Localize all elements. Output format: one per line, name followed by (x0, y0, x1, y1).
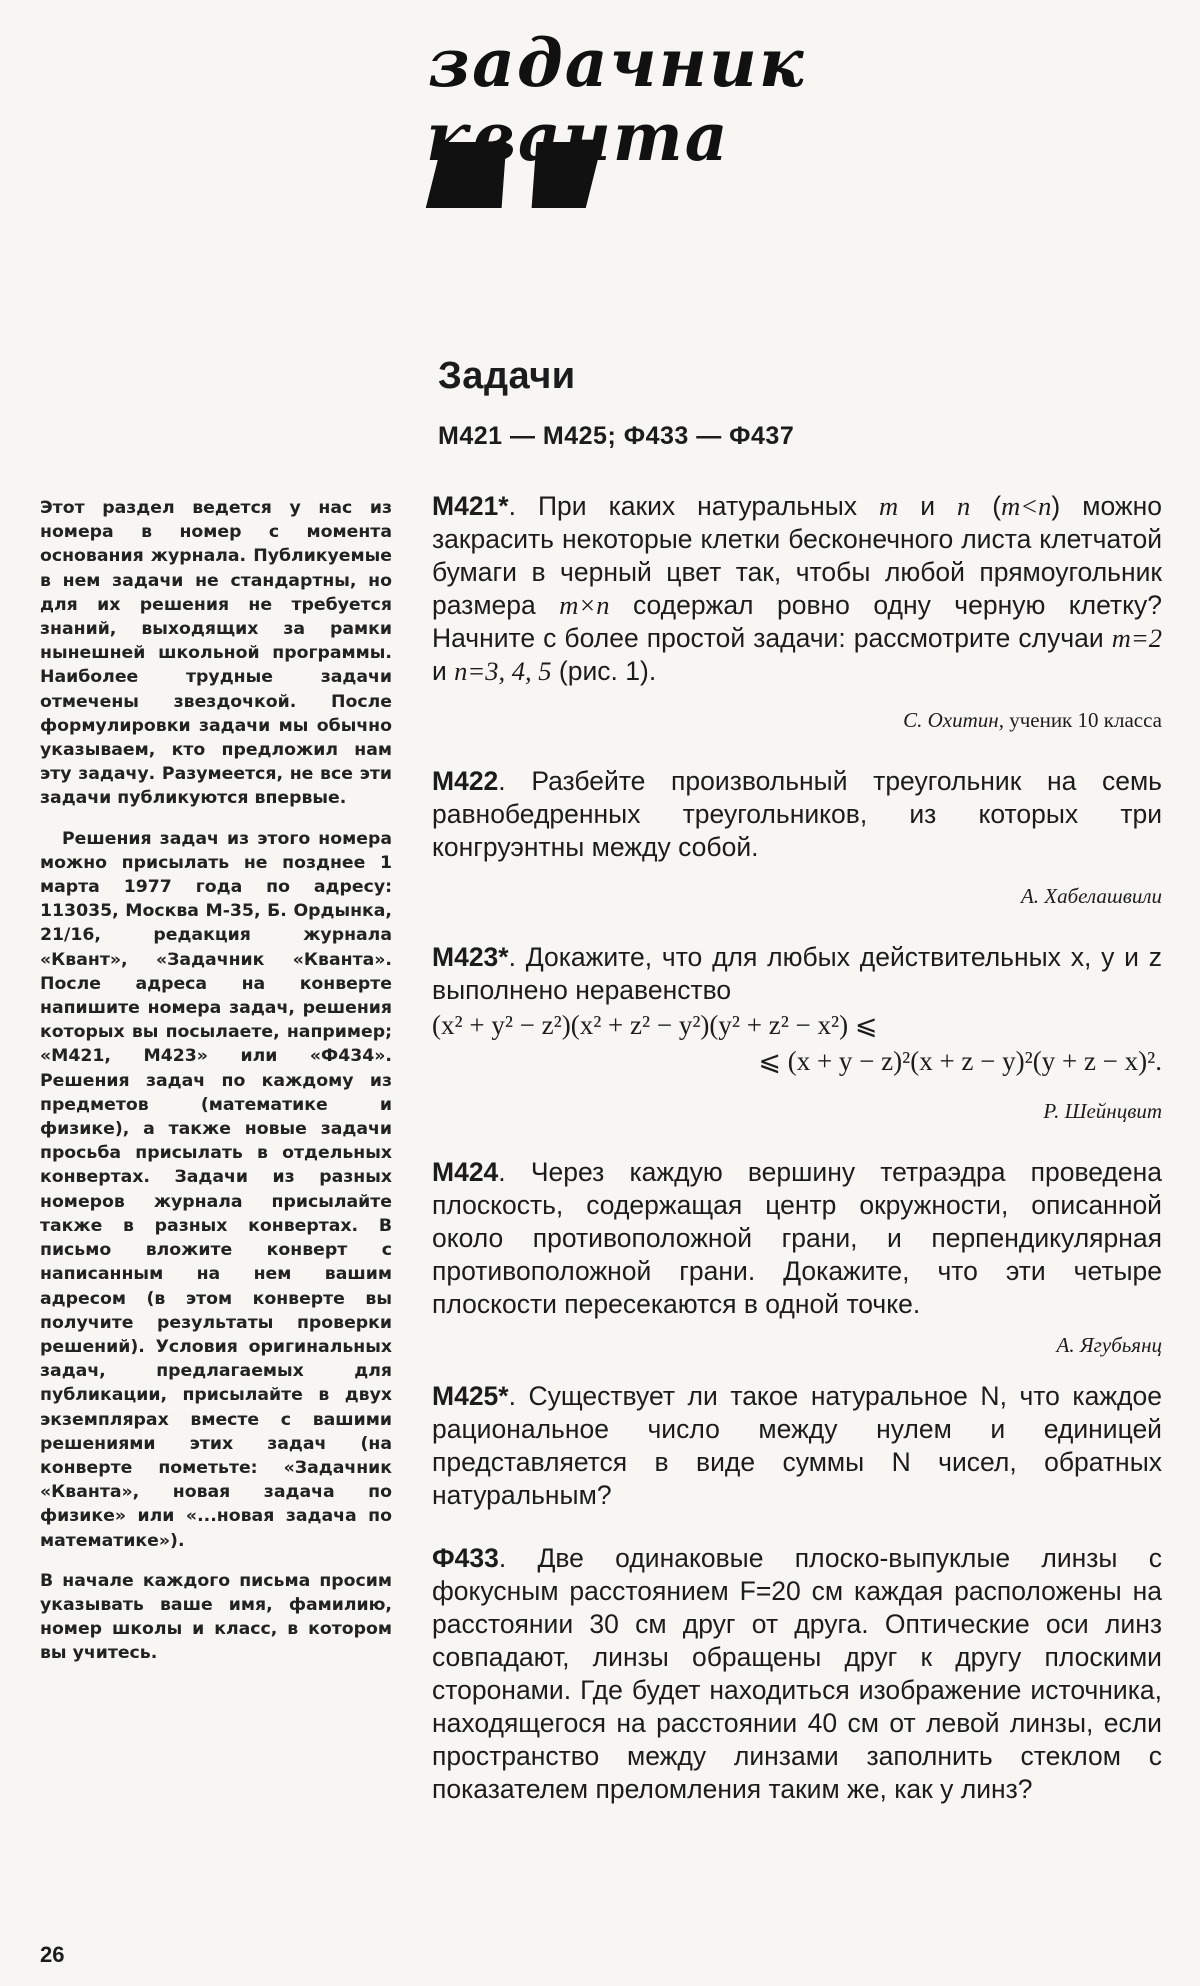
inequality-formula (432, 1007, 1162, 1079)
problem-m425: М425*. Существует ли такое натуральное N, что каждое рациональное число между нулем и единицей представляется в виде суммы N чисел, обратных натуральным? (432, 1381, 1162, 1510)
problem-code: М423* (432, 942, 509, 972)
sidebar-paragraph-1: Этот раздел ведется у нас из номера в номер с момента основания журнала. Публикуемые в нем задачи не стандартны, но для их решения не требуется знаний, выходящих за рамки нынешней школьной программы. Наиболее трудные задачи отмечены звездочкой. После формулировки задачи мы обычно указываем, кто предложил нам эту задачу. Разумеется, не все эти задачи публикуются впервые. (40, 498, 392, 809)
problem-range: М421 — М425; Ф433 — Ф437 (438, 422, 795, 450)
page-number: 26 (40, 1942, 65, 1967)
formula-line-2: ⩽ (x + y − z)²(x + z − y)²(y + z − x)². (758, 1046, 1162, 1076)
problem-author: С. Охитин, ученик 10 класса (903, 708, 1162, 732)
problem-author: А. Ягубьянц (1056, 1333, 1162, 1357)
problem-code: М424 (432, 1157, 499, 1187)
problem-m424: М424. Через каждую вершину тетраэдра проведена плоскость, содержащая центр окружности, описанной около противоположной грани, и перпендикулярная противоположной грани. Докажите, что эти четыре плоскости пересекаются в одной точке. (432, 1157, 1162, 1319)
problem-m423: М423*. Докажите, что для любых действительных x, y и z выполнено неравенство (432, 942, 1162, 1005)
problems-column (432, 490, 1162, 1806)
problem-code: Ф433 (432, 1543, 499, 1573)
page-title: Задачи (438, 355, 576, 397)
logo-line-2: кванта (426, 98, 730, 176)
problem-m421: М421*. При каких натуральных m и n (m<n) можно закрасить некоторые клетки бесконечного листа клетчатой бумаги в черный цвет так, чтобы любой прямоугольник размера m×n содержал ровно одну черную клетку? Начните с более простой задачи: рассмотрите случаи m=2 и n=3, 4, 5 (рис. 1). (432, 491, 1163, 686)
logo-line-1: задачник (428, 24, 806, 102)
magazine-logo (420, 22, 806, 212)
problem-code: М421* (432, 491, 509, 521)
problem-author: А. Хабелашвили (1020, 884, 1162, 908)
problem-f433: Ф433. Две одинаковые плоско-выпуклые линзы с фокусным расстоянием F=20 см каждая расположены на расстоянии 30 см друг от друга. Оптические оси линз совпадают, линзы обращены друг к другу плоскими сторонами. Где будет находиться изображение источника, находящегося на расстоянии 40 см от левой линзы, если пространство между линзами заполнить стеклом с показателем преломления таким же, как у линз? (432, 1543, 1162, 1804)
sidebar-note (40, 496, 392, 1682)
problem-code: М425* (432, 1381, 509, 1411)
sidebar-paragraph-3: В начале каждого письма просим указывать ваше имя, фамилию, номер школы и класс, в котором вы учитесь. (40, 1570, 392, 1664)
problem-code: М422 (432, 766, 499, 796)
formula-line-1: (x² + y² − z²)(x² + z² − y²)(y² + z² − x²) ⩽ (432, 1010, 878, 1040)
problem-author: Р. Шейнцвит (1043, 1099, 1162, 1123)
problem-m422: М422. Разбейте произвольный треугольник на семь равнобедренных треугольников, из которых три конгруэнтны между собой. (432, 766, 1162, 862)
sidebar-paragraph-2: Решения задач из этого номера можно присылать не позднее 1 марта 1977 года по адресу: 113035, Москва М-35, Б. Ордынка, 21/16, редакция журнала «Квант», «Задачник «Кванта». После адреса на конверте напишите номера задач, решения которых вы посылаете, например; «М421, М423» или «Ф434». Решения задач по каждому из предметов (математике и физике), а также новые задачи просьба присылать в отдельных конвертах. Задачи из разных номеров журнала присылайте также в разных конвертах. В письмо вложите конверт с написанным на нем вашим адресом (в этом конверте вы получите результаты проверки решений). Условия оригинальных задач, предлагаемых для публикации, присылайте в двух экземплярах вместе с вашими решениями этих задач (на конверте пометьте: «Задачник «Кванта», новая задача по физике» или «...новая задача по математике»). (40, 828, 392, 1551)
